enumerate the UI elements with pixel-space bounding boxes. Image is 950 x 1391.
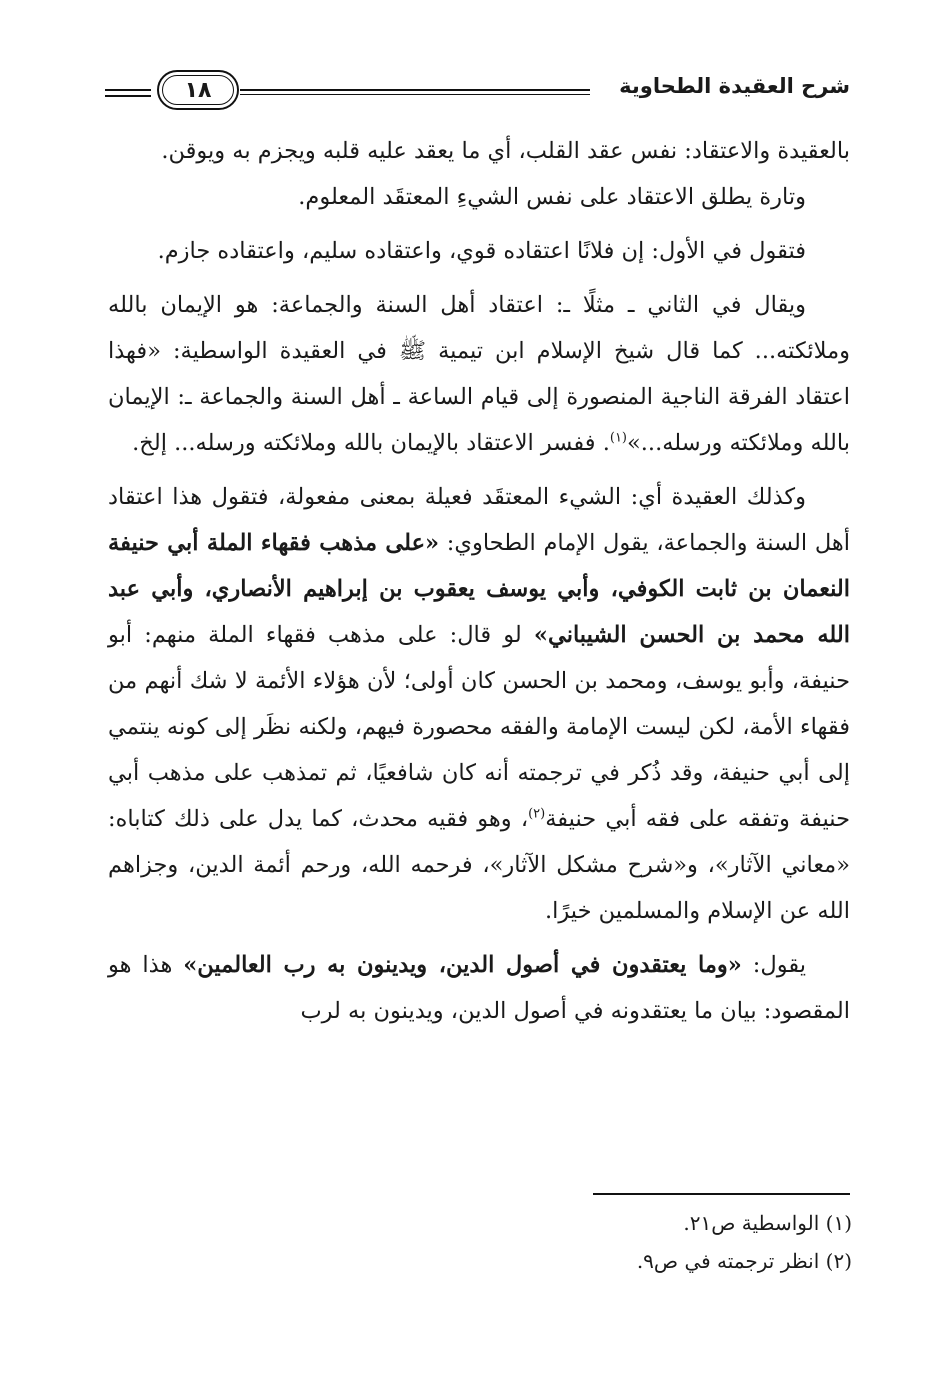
footnote-1-number: (١) [825,1211,852,1235]
header-ornament [105,89,151,101]
footnote-2-number: (٢) [825,1249,852,1273]
footnote-ref-2: (٢) [528,806,546,822]
paragraph-6-text-end: هذا هو المقصود: بيان ما يعتقدونه في أصول الدين، ويدينون به لرب [108,952,850,1024]
footnote-separator [593,1193,850,1195]
footnote-1-text: الواسطية ص٢١. [683,1211,820,1235]
footnotes [452,1204,852,1280]
paragraph-1: بالعقيدة والاعتقاد: نفس عقد القلب، أي ما يعقد عليه قلبه ويجزم به ويوقن. [161,138,850,164]
page-number-text: ١٨ [184,77,212,103]
paragraph-5-text-end: ، وهو فقيه محدث، كما يدل على ذلك كتاباه: «معاني الآثار»، و«شرح مشكل الآثار»، فرحمه الله، ورحم أئمة الدين، وجزاهم الله عن الإسلام والمسلمين خيرًا. [108,806,850,924]
header-rule [240,89,590,91]
footnote-1 [452,1204,852,1242]
paragraph-2: وتارة يطلق الاعتقاد على نفس الشيءِ المعتقَد المعلوم. [298,184,806,210]
paragraph-3: فتقول في الأول: إن فلانًا اعتقاده قوي، واعتقاده سليم، واعتقاده جازم. [157,238,806,264]
footnote-ref-1: (١) [609,430,627,446]
paragraph-5-text: وكذلك العقيدة أي: الشيء المعتقَد فعيلة بمعنى مفعولة، فتقول هذا اعتقاد أهل السنة والجماعة، يقول الإمام الطحاوي: [108,484,851,556]
paragraph-5 [108,474,850,934]
quoted-matn-2: «وما يعتقدون في أصول الدين، ويدينون به رب العالمين» [183,952,742,978]
paragraph-5-commentary: لو قال: على مذهب فقهاء الملة منهم: أبو حنيفة، وأبو يوسف، ومحمد بن الحسن كان أولى؛ لأن هؤلاء الأئمة لا شك أنهم من فقهاء الأمة، لكن ليست الإمامة والفقه محصورة فيهم، ولكنه نظَر إلى كونه ينتمي إلى أبي حنيفة، وقد ذُكر في ترجمته أنه كان شافعيًا، ثم تمذهب على مذهب أبي حنيفة وتفقه على فقه أبي حنيفة [108,622,850,832]
body-text [108,128,850,1034]
paragraph-6 [108,942,850,1034]
quoted-matn: «على مذهب فقهاء الملة أبي حنيفة النعمان بن ثابت الكوفي، وأبي يوسف يعقوب بن إبراهيم الأنصاري، وأبي عبد الله محمد بن الحسن الشيباني» [108,530,850,648]
paragraph-4 [108,282,850,466]
header-rule-thin [240,94,590,95]
paragraph-6-text: يقول: [741,952,806,978]
paragraph-4-text: ويقال في الثاني ـ مثلًا ـ: اعتقاد أهل السنة والجماعة: هو الإيمان بالله وملائكته... كما قال شيخ الإسلام ابن تيمية ﷺ في العقيدة الواسطية: «فهذا اعتقاد الفرقة الناجية المنصورة إلى قيام الساعة ـ أهل السنة والجماعة ـ: الإيمان بالله وملائكته ورسله...» [108,292,850,456]
footnote-2 [452,1242,852,1280]
paragraph-4-text-end: . ففسر الاعتقاد بالإيمان بالله وملائكته ورسله... إلخ. [132,430,610,456]
footnote-2-text: انظر ترجمته في ص٩. [636,1249,820,1273]
page-number [157,70,239,110]
running-title: شرح العقيدة الطحاوية [619,74,850,98]
page-header [105,56,850,116]
